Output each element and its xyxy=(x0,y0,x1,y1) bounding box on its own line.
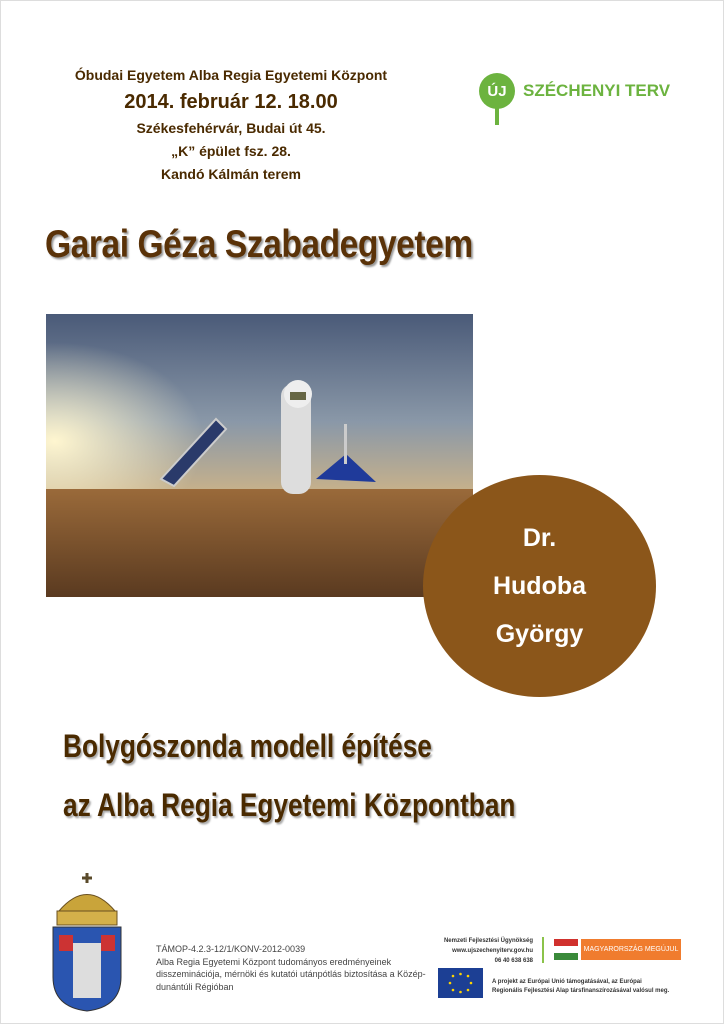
subtitle-line-1: Bolygószonda modell építése xyxy=(63,728,432,764)
agency-phone: 06 40 638 638 xyxy=(494,958,533,964)
project-info xyxy=(156,943,436,993)
subtitle-line-2: az Alba Regia Egyetemi Központban xyxy=(63,787,516,823)
logo-text: SZÉCHENYI TERV xyxy=(523,81,671,100)
project-description: Alba Regia Egyetemi Központ tudományos eredményeinek disszeminációja, mérnöki és kutatói utánpótlás biztosítása a Közép-dunántúli Régióban xyxy=(156,956,426,992)
hungarian-flag-icon xyxy=(554,939,578,960)
speaker-title: Dr. xyxy=(522,524,557,552)
divider xyxy=(542,937,544,963)
event-room: Kandó Kálmán terem xyxy=(160,166,302,182)
location-pin-icon: ÚJ xyxy=(479,73,515,109)
astronaut-photo xyxy=(46,314,473,597)
eu-flag-icon xyxy=(438,968,483,998)
coat-of-arms-icon xyxy=(49,873,125,1018)
agency-website: www.ujszechenyiterv.gov.hu xyxy=(452,948,533,954)
event-datetime: 2014. február 12. 18.00 xyxy=(124,91,338,113)
megujul-banner: MAGYARORSZÁG MEGÚJUL xyxy=(581,939,681,960)
eu-text-line-1: A projekt az Európai Unió támogatásával, az Európai xyxy=(492,979,642,985)
event-building: „K” épület fsz. 28. xyxy=(171,143,291,159)
institution-name: Óbudai Egyetem Alba Regia Egyetemi Központ xyxy=(74,67,388,83)
agency-name: Nemzeti Fejlesztési Ügynökség xyxy=(443,938,533,944)
page-title: Garai Géza Szabadegyetem xyxy=(45,223,473,266)
agency-info xyxy=(433,936,533,966)
project-code: TÁMOP-4.2.3-12/1/KONV-2012-0039 xyxy=(156,944,306,954)
event-address: Székesfehérvár, Budai út 45. xyxy=(136,120,326,136)
eu-text-line-2: Regionális Fejlesztési Alap társfinanszírozásával valósul meg. xyxy=(492,988,670,994)
speaker-given-name: György xyxy=(495,620,584,648)
speaker-surname: Hudoba xyxy=(492,572,587,600)
eu-funding-note xyxy=(492,978,669,996)
speaker-badge xyxy=(423,475,656,697)
szechenyi-terv-logo xyxy=(479,73,670,109)
